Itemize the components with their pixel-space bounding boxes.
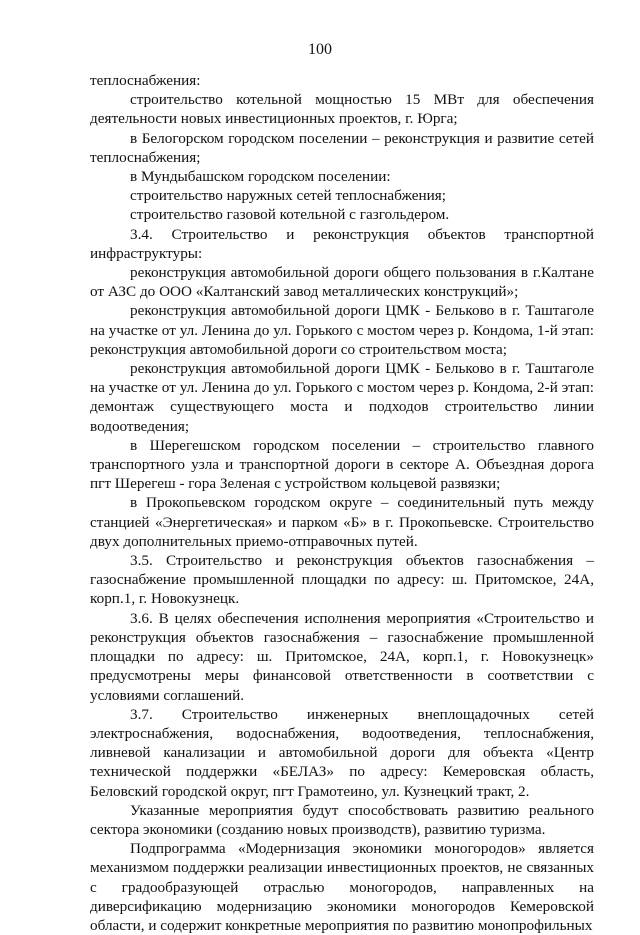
paragraph: в Мундыбашском городском поселении: bbox=[130, 168, 391, 186]
paragraph: 3.5. Строительство и реконструкция объектов газоснабжения – газоснабжение промышленной площадки по адресу: ш. Притомское, 24А, корп.1, г. Новокузнецк. bbox=[90, 552, 594, 608]
paragraph: Подпрограмма «Модернизация экономики моногородов» является механизмом поддержки реализации инвестиционных проектов, не связанных с градообразующей отраслью моногородов, направленных на диверсификацию модернизацию экономики моногородов Кемеровской области, и содержит конкретные мероприятия по развитию монопрофильных bbox=[90, 840, 594, 934]
paragraph: теплоснабжения: bbox=[90, 72, 201, 89]
page-number: 100 bbox=[308, 41, 332, 58]
paragraph: строительство котельной мощностью 15 МВт для обеспечения деятельности новых инвестиционных проектов, г. Юрга; bbox=[90, 91, 594, 128]
paragraph: реконструкция автомобильной дороги ЦМК - Бельково в г. Таштаголе на участке от ул. Ленина до ул. Горького с мостом через р. Кондома, 2-й этап: демонтаж существующего моста и подходов строительство линии водоотведения; bbox=[90, 360, 594, 435]
paragraph: строительство газовой котельной с газгольдером. bbox=[130, 206, 450, 224]
paragraph: реконструкция автомобильной дороги общего пользования в г.Калтане от АЗС до ООО «Калтанский завод металлических конструкций»; bbox=[90, 264, 594, 301]
paragraph: в Шерегешском городском поселении – строительство главного транспортного узла и транспортной дороги в секторе А. Объездная дорога пгт Шерегеш - гора Зеленая с устройством кольцевой развязки; bbox=[90, 436, 594, 493]
paragraph: 3.7. Строительство инженерных внеплощадочных сетей электроснабжения, водоснабжения, водоотведения, теплоснабжения, ливневой канализации и автомобильной дороги для объекта «Центр технической поддержки «БЕЛАЗ» по адресу: Кемеровская область, Беловский городской округ, пгт Грамотеино, ул. Кузнецкий тракт, 2. bbox=[90, 705, 594, 800]
paragraph: в Белогорском городском поселении – реконструкция и развитие сетей теплоснабжения; bbox=[90, 129, 594, 166]
paragraph: в Прокопьевском городском округе – соединительный путь между станцией «Энергетическая» и парком «Б» в г. Прокопьевске. Строительство двух дополнительных приемо-отправочных путей. bbox=[90, 494, 594, 550]
paragraph: строительство наружных сетей теплоснабжения; bbox=[130, 187, 446, 205]
document-body bbox=[90, 71, 594, 935]
paragraph: Указанные мероприятия будут способствовать развитию реального сектора экономики (созданию новых производств), развитию туризма. bbox=[90, 801, 594, 838]
paragraph: 3.4. Строительство и реконструкция объектов транспортной инфраструктуры: bbox=[90, 225, 594, 262]
paragraph: 3.6. В целях обеспечения исполнения мероприятия «Строительство и реконструкция объектов газоснабжения – газоснабжение промышленной площадки по адресу: ш. Притомское, 24А, корп.1, г. Новокузнецк» предусмотрены меры финансовой ответственности в соответствии с условиями соглашений. bbox=[90, 609, 594, 704]
paragraph: реконструкция автомобильной дороги ЦМК - Бельково в г. Таштаголе на участке от ул. Ленина до ул. Горького с мостом через р. Кондома, 1-й этап: реконструкция автомобильной дороги со строительством моста; bbox=[90, 302, 594, 358]
